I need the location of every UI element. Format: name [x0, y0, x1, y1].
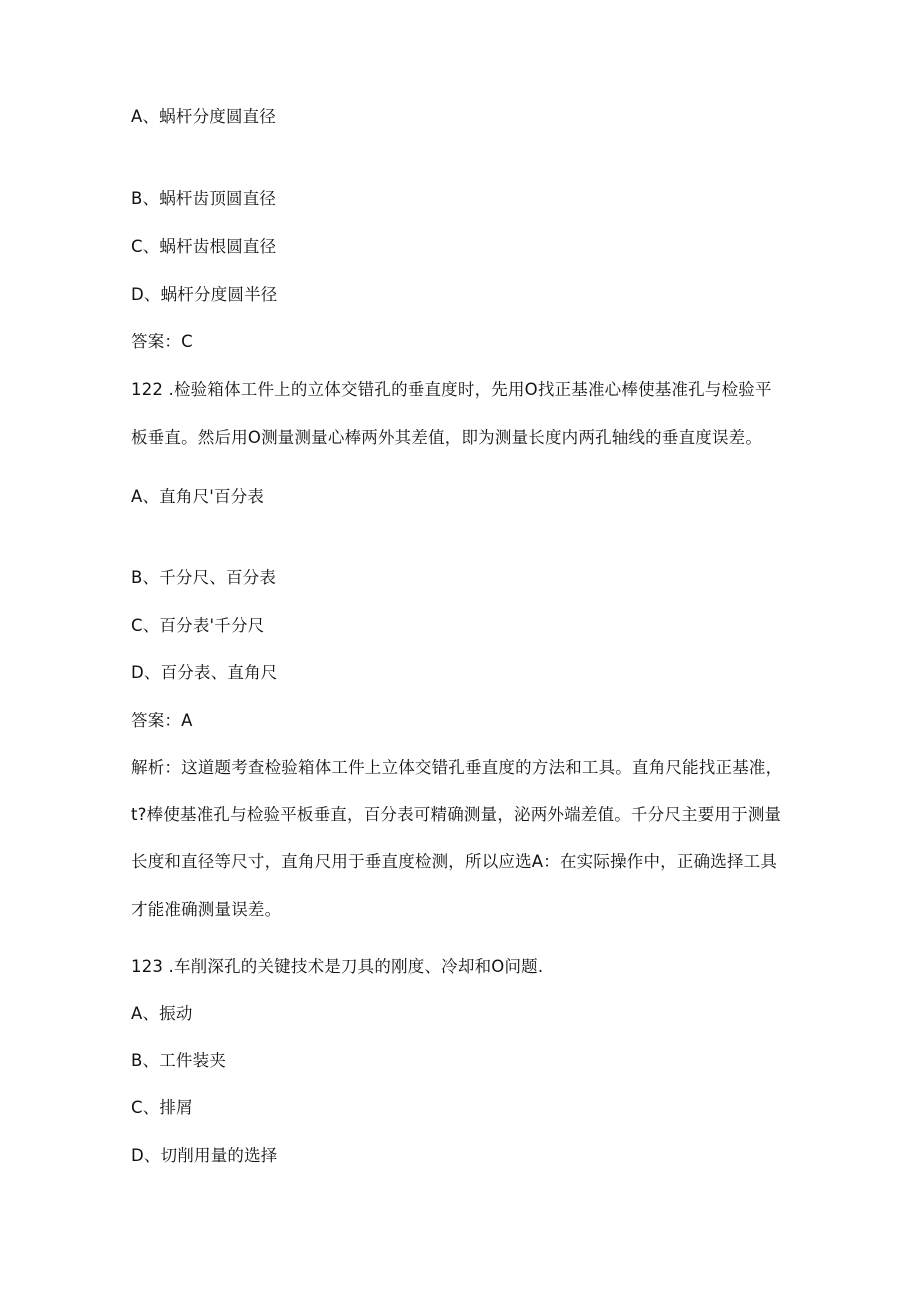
q122-option-d: D、百分表、直角尺 [131, 663, 278, 682]
q122-stem-line2: 板垂直。然后用O测量测量心棒两外其差值，即为测量长度内两孔轴线的垂直度误差。 [131, 428, 763, 447]
q122-stem-line1: 122 .检验箱体工件上的立体交错孔的垂直度时，先用O找正基准心棒使基准孔与检验平 [131, 380, 772, 399]
q121-answer: 答案：C [131, 332, 193, 351]
q122-analysis-line2: t?棒使基准孔与检验平板垂直，百分表可精确测量，泌两外端差值。千分尺主要用于测量 [131, 805, 782, 824]
q123-option-d: D、切削用量的选择 [131, 1146, 278, 1165]
q121-option-b: B、蜗杆齿顶圆直径 [131, 189, 277, 208]
q123-option-a: A、振动 [131, 1004, 193, 1023]
q122-analysis-line4: 才能准确测量误差。 [131, 900, 282, 919]
q123-option-b: B、工件装夹 [131, 1051, 227, 1070]
q123-option-c: C、排屑 [131, 1098, 193, 1117]
q121-option-d: D、蜗杆分度圆半径 [131, 285, 278, 304]
q122-option-c: C、百分表'千分尺 [131, 616, 265, 635]
q121-option-c: C、蜗杆齿根圆直径 [131, 237, 277, 256]
q123-stem: 123 .车削深孔的关键技术是刀具的刚度、冷却和O问题. [131, 957, 544, 976]
q121-option-a: A、蜗杆分度圆直径 [131, 107, 277, 126]
q122-answer: 答案：A [131, 711, 193, 730]
q122-option-a: A、直角尺'百分表 [131, 487, 265, 506]
q122-analysis-line1: 解析：这道题考查检验箱体工件上立体交错孔垂直度的方法和工具。直角尺能找正基准， [131, 758, 783, 777]
q122-analysis-line3: 长度和直径等尺寸，直角尺用于垂直度检测，所以应选A：在实际操作中，正确选择工具 [131, 852, 778, 871]
q122-option-b: B、千分尺、百分表 [131, 568, 277, 587]
